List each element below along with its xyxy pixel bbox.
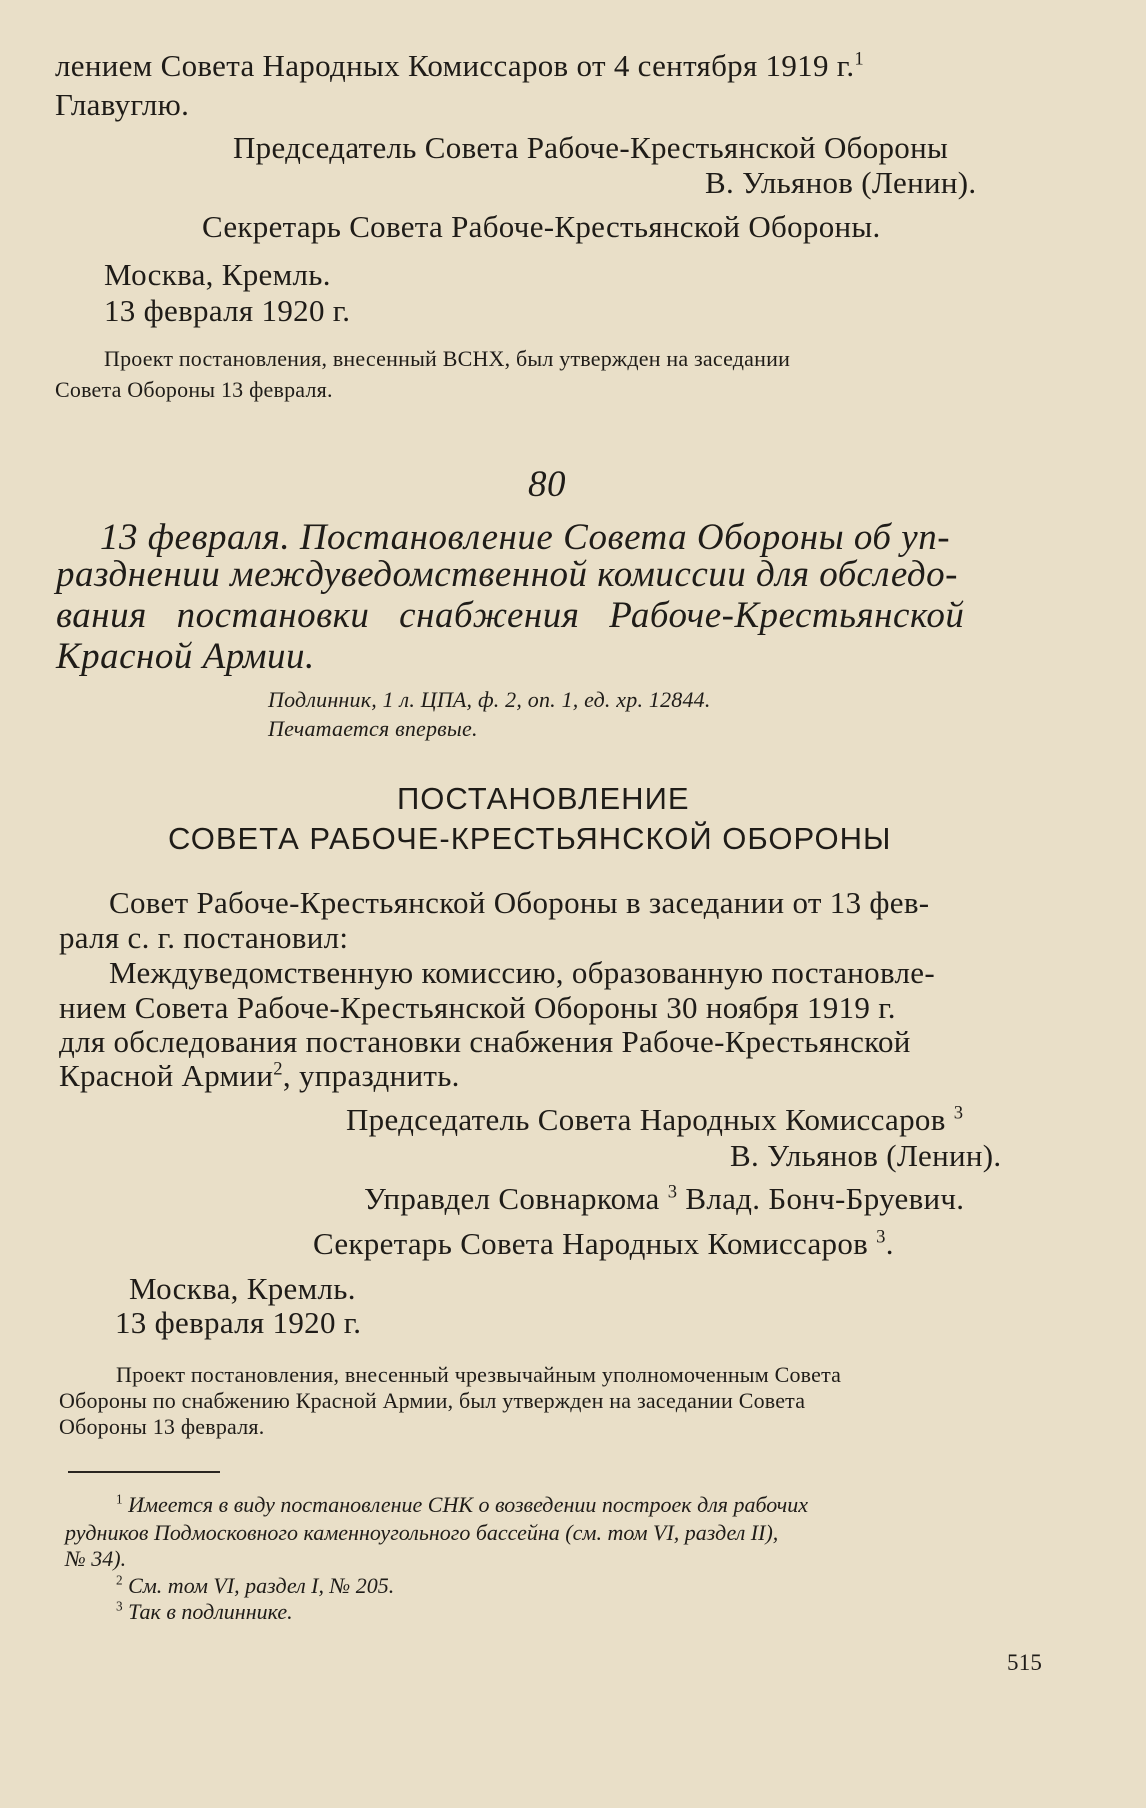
footnote-divider: [68, 1471, 220, 1473]
text-fragment: Красной Армии: [59, 1058, 274, 1093]
document-title-line: разднении междуведомственной комиссии для обследо-: [56, 554, 958, 595]
signature-name: В. Ульянов (Ленин).: [705, 165, 977, 200]
footnote-ref: 3: [953, 1102, 964, 1124]
signature-line: [313, 1226, 894, 1262]
text-fragment: Управдел Совнаркома: [364, 1181, 660, 1216]
document-number: 80: [528, 464, 566, 505]
body-line: раля с. г. постановил:: [59, 920, 349, 955]
heading-line: ПОСТАНОВЛЕНИЕ: [397, 781, 690, 816]
footnote-ref: 3: [667, 1181, 678, 1203]
note-line: Обороны по снабжению Красной Армии, был утвержден на заседании Совета: [59, 1388, 806, 1413]
document-title-line: вания постановки снабжения Рабоче-Крестьянской: [56, 595, 965, 636]
place-line: Москва, Кремль.: [129, 1271, 356, 1306]
footnote-mark: 2: [116, 1572, 123, 1588]
source-line: Печатается впервые.: [268, 716, 478, 741]
footnote: [116, 1492, 808, 1518]
text-fragment: Имеется в виду постановление СНК о возведении построек для рабочих: [128, 1492, 808, 1517]
footnote: [116, 1599, 293, 1625]
place-line: Москва, Кремль.: [104, 257, 331, 292]
body-line: Междуведомственную комиссию, образованную постановле-: [109, 955, 935, 990]
note-line: Обороны 13 февраля.: [59, 1414, 265, 1439]
note-line: Проект постановления, внесенный ВСНХ, был утвержден на заседании: [104, 346, 791, 371]
footnote-mark: 1: [116, 1491, 123, 1507]
signature-title: Председатель Совета Рабоче-Крестьянской Обороны: [233, 130, 949, 165]
footnote-mark: 3: [116, 1598, 123, 1614]
footnote-ref: 1: [854, 48, 864, 70]
signature-secretary: Секретарь Совета Рабоче-Крестьянской Обороны.: [202, 209, 881, 244]
body-line: Совет Рабоче-Крестьянской Обороны в заседании от 13 фев-: [109, 885, 930, 920]
text-fragment: лением Совета Народных Комиссаров от 4 сентября 1919 г.: [55, 48, 855, 83]
document-title-line: Красной Армии.: [56, 636, 315, 677]
footnote-line: № 34).: [65, 1546, 127, 1571]
document-title-line: 13 февраля. Постановление Совета Обороны об уп-: [100, 517, 951, 558]
text-fragment: Так в подлиннике.: [128, 1599, 293, 1624]
source-line: Подлинник, 1 л. ЦПА, ф. 2, оп. 1, ед. хр. 12844.: [268, 687, 711, 712]
text-fragment: .: [885, 1226, 894, 1261]
footnote-ref: 2: [273, 1058, 283, 1080]
text-fragment: Секретарь Совета Народных Комиссаров: [313, 1226, 869, 1261]
footnote-line: рудников Подмосковного каменноугольного бассейна (см. том VI, раздел II),: [65, 1520, 779, 1545]
date-line: 13 февраля 1920 г.: [104, 293, 351, 328]
page-number: 515: [1007, 1650, 1043, 1675]
note-line: Проект постановления, внесенный чрезвычайным уполномоченным Совета: [116, 1362, 842, 1387]
body-line: [59, 1058, 460, 1094]
signature-name: В. Ульянов (Ленин).: [730, 1138, 1002, 1173]
text-fragment: Председатель Совета Народных Комиссаров: [346, 1102, 946, 1137]
text-fragment: , упразднить.: [282, 1058, 460, 1093]
body-line: нием Совета Рабоче-Крестьянской Обороны 30 ноября 1919 г.: [59, 990, 896, 1025]
body-line: для обследования постановки снабжения Рабоче-Крестьянской: [59, 1024, 911, 1059]
heading-line: СОВЕТА РАБОЧЕ-КРЕСТЬЯНСКОЙ ОБОРОНЫ: [168, 821, 892, 856]
text-fragment: Влад. Бонч-Бруевич.: [685, 1181, 965, 1216]
footnote-ref: 3: [876, 1226, 886, 1248]
text-fragment: См. том VI, раздел I, № 205.: [128, 1573, 395, 1598]
signature-title: [346, 1102, 963, 1138]
text-line: [55, 48, 864, 84]
signature-line: [364, 1181, 964, 1217]
text-line: Главуглю.: [55, 87, 190, 122]
note-line: Совета Обороны 13 февраля.: [55, 377, 333, 402]
footnote: [116, 1573, 394, 1599]
date-line: 13 февраля 1920 г.: [115, 1305, 362, 1340]
